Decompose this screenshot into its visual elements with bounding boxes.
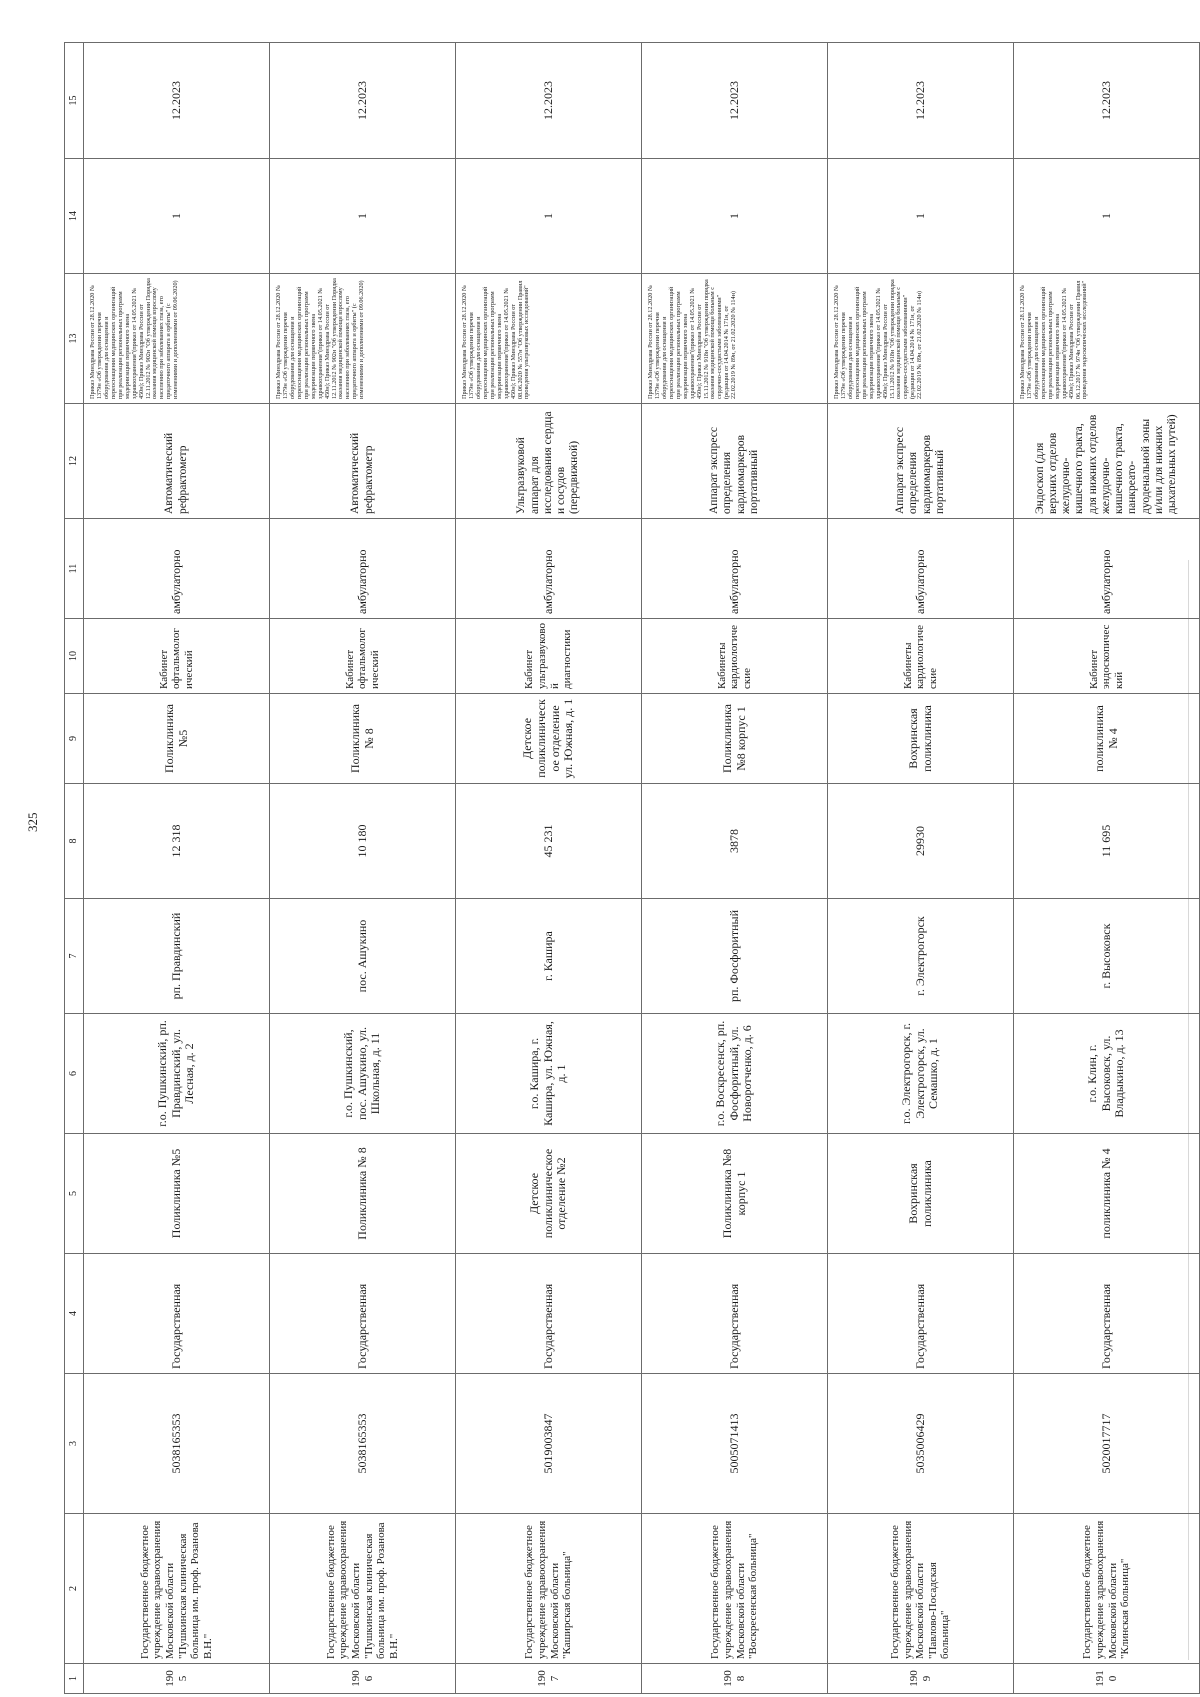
locality: пос. Ашукино bbox=[270, 899, 456, 1014]
ownership-form: Государственная bbox=[1014, 1254, 1200, 1374]
header-cell: 13 bbox=[65, 274, 84, 404]
header-cell: 7 bbox=[65, 899, 84, 1014]
subunit-name: Поликлиника №8 корпус 1 bbox=[642, 694, 828, 784]
subunit-name: Поликлиника № 8 bbox=[270, 694, 456, 784]
population: 12 318 bbox=[84, 784, 270, 899]
organization-name: Государственное бюджетное учреждение здравоохранения Московской области "Пушкинская клиническая больница им. проф. Розанова В.Н." bbox=[270, 1514, 456, 1664]
cabinet-type: Кабинет офтальмологический bbox=[270, 619, 456, 694]
table-row bbox=[828, 43, 1014, 1694]
row-number: 1909 bbox=[828, 1664, 1014, 1694]
row-number: 1905 bbox=[84, 1664, 270, 1694]
population: 10 180 bbox=[270, 784, 456, 899]
unit-name: Детское поликлиническое отделение №2 bbox=[456, 1134, 642, 1254]
ownership-form: Государственная bbox=[828, 1254, 1014, 1374]
regulatory-basis: Приказ Минздрава России от 28.12.2020 № 1379н «Об утверждении перечня оборудования для оснащения и переоснащения медицинских организаций при реализации региональных программ модернизации первичного звена здравоохранения"(приказ от 14.05.2021 № 450н); Приказ Минздрава России от 08.06.2020 № 557н "Об утверждении Правил проведения ультразвуковых исследований" bbox=[456, 274, 642, 404]
subunit-name: поликлиника № 4 bbox=[1014, 694, 1200, 784]
cabinet-type: Кабинет эндоскопический bbox=[1014, 619, 1200, 694]
cabinet-type: Кабинет офтальмологический bbox=[84, 619, 270, 694]
ownership-form: Государственная bbox=[270, 1254, 456, 1374]
organization-name: Государственное бюджетное учреждение здравоохранения Московской области "Воскресенская больница" bbox=[642, 1514, 828, 1664]
quantity: 1 bbox=[84, 159, 270, 274]
organization-name: Государственное бюджетное учреждение здравоохранения Московской области "Пушкинская клиническая больница им. проф. Розанова В.Н." bbox=[84, 1514, 270, 1664]
care-conditions: амбулаторно bbox=[270, 519, 456, 619]
rotated-table-wrapper bbox=[64, 81, 1178, 1694]
unit-address: г.о. Клин, г. Высоковск, ул. Владыкино, д. 13 bbox=[1014, 1014, 1200, 1134]
inn: 5020017717 bbox=[1014, 1374, 1200, 1514]
equipment-name: Ультразвуковой аппарат для исследования сердца и сосудов (передвижной) bbox=[456, 404, 642, 519]
care-conditions: амбулаторно bbox=[84, 519, 270, 619]
unit-address: г.о. Воскресенск, рп. Фосфоритный, ул. Новоротченко, д. 6 bbox=[642, 1014, 828, 1134]
unit-name: поликлиника № 4 bbox=[1014, 1134, 1200, 1254]
table-row bbox=[270, 43, 456, 1694]
inn: 5005071413 bbox=[642, 1374, 828, 1514]
header-cell: 15 bbox=[65, 43, 84, 159]
locality: рп. Правдинский bbox=[84, 899, 270, 1014]
row-number: 1907 bbox=[456, 1664, 642, 1694]
unit-name: Поликлиника №8 корпус 1 bbox=[642, 1134, 828, 1254]
locality: рп. Фосфоритный bbox=[642, 899, 828, 1014]
population: 3878 bbox=[642, 784, 828, 899]
quantity: 1 bbox=[642, 159, 828, 274]
page-number: 325 bbox=[25, 812, 40, 832]
population: 11 695 bbox=[1014, 784, 1200, 899]
delivery-date: 12.2023 bbox=[84, 43, 270, 159]
equipment-name: Аппарат экспресс определения кардиомаркеров портативный bbox=[828, 404, 1014, 519]
organization-name: Государственное бюджетное учреждение здравоохранения Московской области "Павлово-Посадская больница" bbox=[828, 1514, 1014, 1664]
regulatory-basis: Приказ Минздрава России от 28.12.2020 № 1379н «Об утверждении перечня оборудования для оснащения и переоснащения медицинских организаций при реализации региональных программ модернизации первичного звена здравоохранения"(приказ от 14.05.2021 № 450н); Приказ Минздрава России от 12.11.2012 № 902н "Об утверждении Порядка оказания медицинской помощи взрослому населению при заболеваниях глаза, его придаточного аппарата и орбиты" (с изменениями и дополнениями от 09.06.2020) bbox=[270, 274, 456, 404]
table-row bbox=[456, 43, 642, 1694]
delivery-date: 12.2023 bbox=[828, 43, 1014, 159]
unit-address: г.о. Пушкинский, пос. Ашукино, ул. Школьная, д. 11 bbox=[270, 1014, 456, 1134]
delivery-date: 12.2023 bbox=[456, 43, 642, 159]
equipment-table bbox=[64, 42, 1200, 1694]
population: 29930 bbox=[828, 784, 1014, 899]
header-cell: 14 bbox=[65, 159, 84, 274]
subunit-name: Поликлиника №5 bbox=[84, 694, 270, 784]
header-cell: 12 bbox=[65, 404, 84, 519]
subunit-name: Детское поликлиническое отделение ул. Южная, д. 1 bbox=[456, 694, 642, 784]
ownership-form: Государственная bbox=[642, 1254, 828, 1374]
delivery-date: 12.2023 bbox=[1014, 43, 1200, 159]
quantity: 1 bbox=[456, 159, 642, 274]
organization-name: Государственное бюджетное учреждение здравоохранения Московской области "Каширская больница" bbox=[456, 1514, 642, 1664]
inn: 5019003847 bbox=[456, 1374, 642, 1514]
organization-name: Государственное бюджетное учреждение здравоохранения Московской области "Клинская больница" bbox=[1014, 1514, 1200, 1664]
population: 45 231 bbox=[456, 784, 642, 899]
unit-address: г.о. Кашира, г. Кашира, ул. Южная, д. 1 bbox=[456, 1014, 642, 1134]
table-row bbox=[1014, 43, 1200, 1694]
delivery-date: 12.2023 bbox=[270, 43, 456, 159]
locality: г. Электрогорск bbox=[828, 899, 1014, 1014]
header-cell: 8 bbox=[65, 784, 84, 899]
subunit-name: Вохринская поликлиника bbox=[828, 694, 1014, 784]
regulatory-basis: Приказ Минздрава России от 28.12.2020 № 1379н «Об утверждении перечня оборудования для оснащения и переоснащения медицинских организаций при реализации региональных программ модернизации первичного звена здравоохранения"(приказ от 14.05.2021 № 450н); Приказ Минздрава России от 12.11.2012 № 902н "Об утверждении Порядка оказания медицинской помощи взрослому населению при заболеваниях глаза, его придаточного аппарата и орбиты" (с изменениями и дополнениями от 09.06.2020) bbox=[84, 274, 270, 404]
ownership-form: Государственная bbox=[84, 1254, 270, 1374]
care-conditions: амбулаторно bbox=[456, 519, 642, 619]
inn: 5035006429 bbox=[828, 1374, 1014, 1514]
row-number: 1908 bbox=[642, 1664, 828, 1694]
quantity: 1 bbox=[828, 159, 1014, 274]
equipment-name: Аппарат экспресс определения кардиомаркеров портативный bbox=[642, 404, 828, 519]
inn: 5038165353 bbox=[84, 1374, 270, 1514]
header-cell: 10 bbox=[65, 619, 84, 694]
locality: г. Кашира bbox=[456, 899, 642, 1014]
header-cell: 4 bbox=[65, 1254, 84, 1374]
equipment-name: Эндоскоп (для верхних отделов желудочно-кишечного тракта, для нижних отделов желудочно-кишечного тракта, панкреато-дуоденальной зоны и/или для нижних дыхательных путей) bbox=[1014, 404, 1200, 519]
care-conditions: амбулаторно bbox=[828, 519, 1014, 619]
equipment-name: Автоматический рефрактометр bbox=[270, 404, 456, 519]
header-cell: 6 bbox=[65, 1014, 84, 1134]
row-number: 1910 bbox=[1014, 1664, 1200, 1694]
unit-name: Поликлиника № 8 bbox=[270, 1134, 456, 1254]
delivery-date: 12.2023 bbox=[642, 43, 828, 159]
regulatory-basis: Приказ Минздрава России от 28.12.2020 № 1379н «Об утверждении перечня оборудования для оснащения и переоснащения медицинских организаций при реализации региональных программ модернизации первичного звена здравоохранения"(приказ от 14.05.2021 № 450н); Приказ Минздрава России от 15.11.2012 № 918н "Об утверждении порядка оказания медицинской помощи больным с сердечно-сосудистыми заболеваниями" (редакция от 14.04.2014 № 171н, от 22.02.2019 № 89н, от 21.02.2020 № 114н) bbox=[642, 274, 828, 404]
unit-address: г.о. Электрогорск, г. Электрогорск, ул. Семашко, д. 1 bbox=[828, 1014, 1014, 1134]
equipment-name: Автоматический рефрактометр bbox=[84, 404, 270, 519]
quantity: 1 bbox=[1014, 159, 1200, 274]
cabinet-type: Кабинеты кардиологические bbox=[828, 619, 1014, 694]
care-conditions: амбулаторно bbox=[1014, 519, 1200, 619]
header-cell: 11 bbox=[65, 519, 84, 619]
header-cell: 1 bbox=[65, 1664, 84, 1694]
header-cell: 2 bbox=[65, 1514, 84, 1664]
table-row bbox=[642, 43, 828, 1694]
row-number: 1906 bbox=[270, 1664, 456, 1694]
cabinet-type: Кабинеты кардиологические bbox=[642, 619, 828, 694]
header-cell: 3 bbox=[65, 1374, 84, 1514]
regulatory-basis: Приказ Минздрава России от 28.12.2020 № 1379н «Об утверждении перечня оборудования для оснащения и переоснащения медицинских организаций при реализации региональных программ модернизации первичного звена здравоохранения"(приказ от 14.05.2021 № 450н); Приказ Минздрава России от 06.12.2017 № 974н "Об утверждении Правил проведения эндоскопических исследований" bbox=[1014, 274, 1200, 404]
regulatory-basis: Приказ Минздрава России от 28.12.2020 № 1379н «Об утверждении перечня оборудования для оснащения и переоснащения медицинских организаций при реализации региональных программ модернизации первичного звена здравоохранения"(приказ от 14.05.2021 № 450н); Приказ Минздрава России от 15.11.2012 № 918н "Об утверждении порядка оказания медицинской помощи больным с сердечно-сосудистыми заболеваниями" (редакция от 14.04.2014 № 171н, от 22.02.2019 № 89н, от 21.02.2020 № 114н) bbox=[828, 274, 1014, 404]
locality: г. Высоковск bbox=[1014, 899, 1200, 1014]
header-number-row bbox=[65, 43, 84, 1694]
ownership-form: Государственная bbox=[456, 1254, 642, 1374]
unit-name: Вохринская поликлиника bbox=[828, 1134, 1014, 1254]
table-row bbox=[84, 43, 270, 1694]
header-cell: 5 bbox=[65, 1134, 84, 1254]
unit-address: г.о. Пушкинский, рп. Правдинский, ул. Лесная, д. 2 bbox=[84, 1014, 270, 1134]
inn: 5038165353 bbox=[270, 1374, 456, 1514]
cabinet-type: Кабинет ультразвуковой диагностики bbox=[456, 619, 642, 694]
quantity: 1 bbox=[270, 159, 456, 274]
header-cell: 9 bbox=[65, 694, 84, 784]
care-conditions: амбулаторно bbox=[642, 519, 828, 619]
unit-name: Поликлиника №5 bbox=[84, 1134, 270, 1254]
